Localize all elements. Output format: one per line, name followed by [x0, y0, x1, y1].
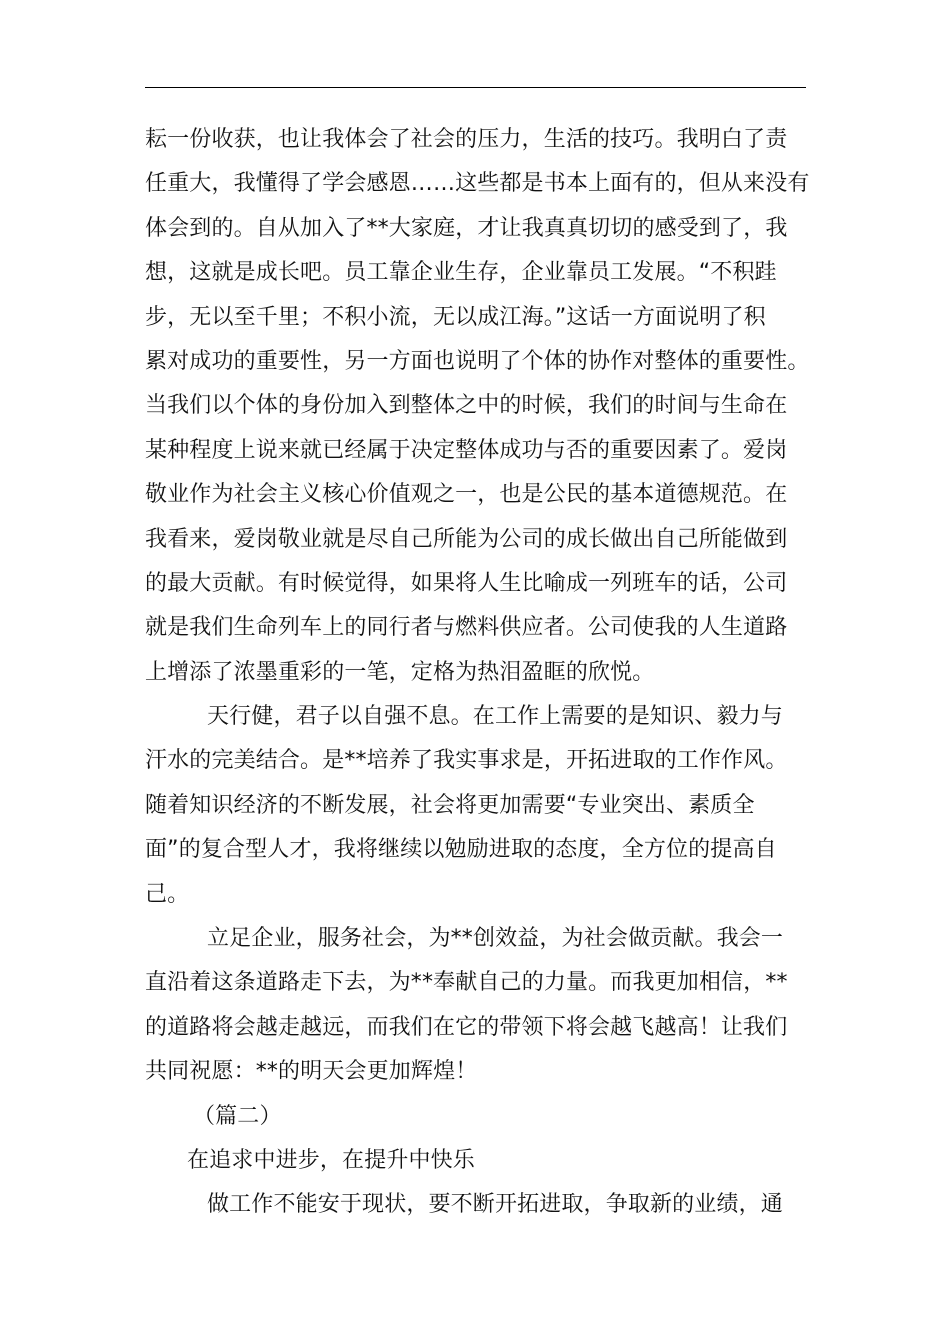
text-line: 就是我们生命列车上的同行者与燃料供应者。公司使我的人生道路 [145, 615, 788, 641]
text-line: 己。 [145, 881, 190, 907]
text-line: 敬业作为社会主义核心价值观之一，也是公民的基本道德规范。在 [145, 482, 788, 508]
header-rule [145, 87, 806, 88]
section-title: 在追求中进步，在提升中快乐 [187, 1147, 475, 1173]
text-line: 的道路将会越走越远，而我们在它的带领下将会越飞越高！让我们 [145, 1014, 788, 1040]
text-line: 体会到的。自从加入了**大家庭，才让我真真切切的感受到了，我 [145, 215, 788, 241]
text-line: 想，这就是成长吧。员工靠企业生存，企业靠员工发展。“不积跬 [145, 260, 777, 286]
text-line: 汗水的完美结合。是**培养了我实事求是，开拓进取的工作作风。 [145, 748, 788, 774]
text-line: 随着知识经济的不断发展，社会将更加需要“专业突出、素质全 [145, 792, 755, 818]
text-line: 我看来，爱岗敬业就是尽自己所能为公司的成长做出自己所能做到 [145, 526, 788, 552]
text-line: 的最大贡献。有时候觉得，如果将人生比喻成一列班车的话，公司 [145, 570, 788, 596]
text-line: 某种程度上说来就已经属于决定整体成功与否的重要因素了。爱岗 [145, 437, 788, 463]
text-line: 任重大，我懂得了学会感恩……这些都是书本上面有的，但从来没有 [145, 171, 810, 197]
body-text [145, 118, 817, 1228]
section-label: （篇二） [193, 1103, 282, 1129]
text-line: 当我们以个体的身份加入到整体之中的时候，我们的时间与生命在 [145, 393, 788, 419]
text-line: 直沿着这条道路走下去，为**奉献自己的力量。而我更加相信，** [145, 970, 788, 996]
paragraph-start-line: 做工作不能安于现状，要不断开拓进取，争取新的业绩，通 [207, 1192, 783, 1218]
text-line: 累对成功的重要性，另一方面也说明了个体的协作对整体的重要性。 [145, 348, 810, 374]
text-line: 上增添了浓墨重彩的一笔，定格为热泪盈眶的欣悦。 [145, 659, 655, 685]
text-line: 耘一份收获，也让我体会了社会的压力，生活的技巧。我明白了责 [145, 127, 788, 152]
text-line: 共同祝愿：**的明天会更加辉煌！ [145, 1059, 478, 1085]
paragraph-start-line: 立足企业，服务社会，为**创效益，为社会做贡献。我会一 [207, 926, 784, 952]
text-line: 面”的复合型人才，我将继续以勉励进取的态度，全方位的提高自 [145, 837, 777, 863]
paragraph-start-line: 天行健，君子以自强不息。在工作上需要的是知识、毅力与 [207, 704, 783, 730]
text-line: 步，无以至千里；不积小流，无以成江海。”这话一方面说明了积 [145, 304, 766, 330]
